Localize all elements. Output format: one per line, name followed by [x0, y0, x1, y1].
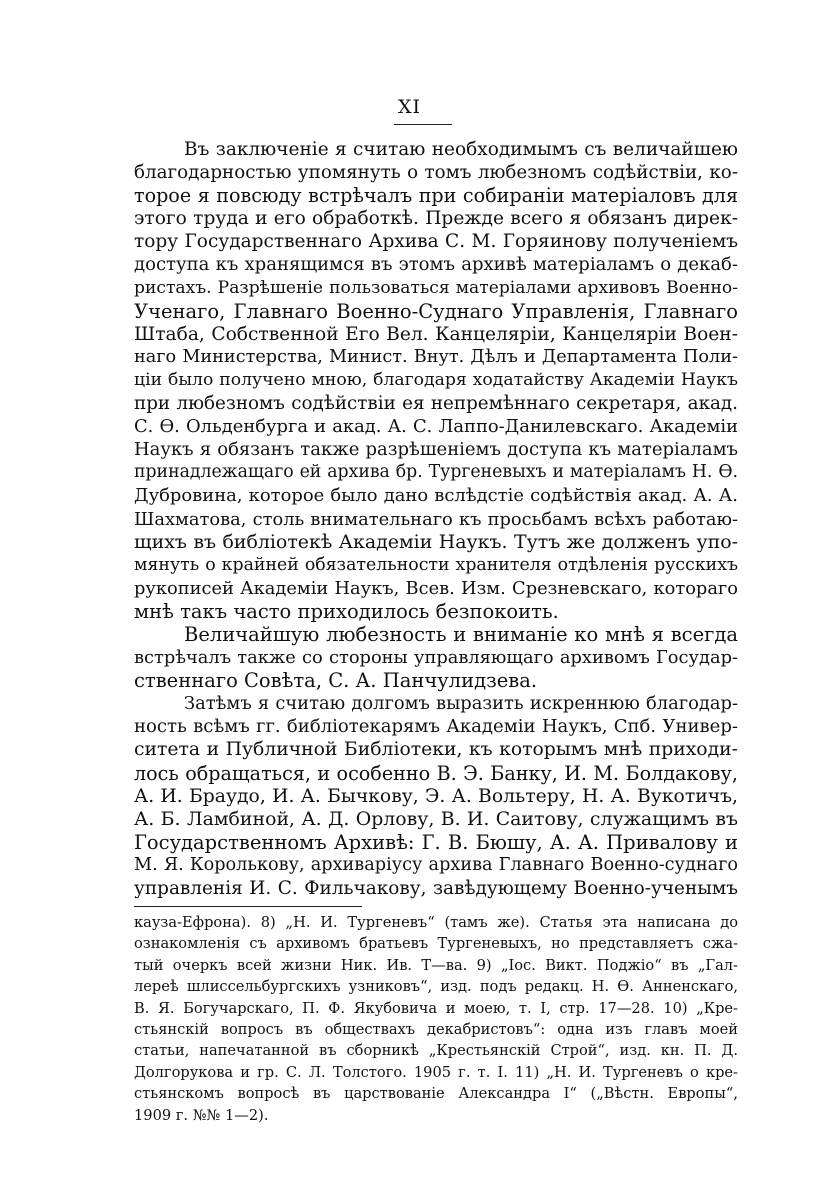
- text-line: Государственномъ Архивѣ: Г. В. Бюшу, А. А. Привалову и: [134, 830, 738, 854]
- footnote-line: В. Я. Богучарскаго, П. Ф. Якубовича и моею, т. I, стр. 17—28. 10) „Кре-: [134, 999, 738, 1017]
- text-line: Величайшую любезность и вниманіе ко мнѣ я всегда: [184, 622, 738, 646]
- text-line: Наукъ я обязанъ также разрѣшеніемъ доступа къ матеріаламъ: [134, 439, 738, 461]
- text-line: С. Ѳ. Ольденбурга и акад. А. С. Лаппо-Данилевскаго. Академіи: [134, 416, 738, 438]
- text-line: Шахматова, столь внимательнаго къ просьбамъ всѣхъ работаю-: [134, 508, 738, 530]
- footnote-line: лереѣ шлиссельбургскихъ узниковъ“, изд. подъ редакц. Н. Ѳ. Анненскаго,: [134, 978, 738, 996]
- text-line: рукописей Академіи Наукъ, Всев. Изм. Срезневскаго, котораго: [134, 577, 738, 599]
- footnote-line: кауза-Ефрона). 8) „Н. И. Тургеневъ“ (тамъ же). Статья эта написана до: [134, 914, 738, 931]
- text-line: при любезномъ содѣйствіи ея непремѣннаго секретаря, акад.: [134, 393, 738, 415]
- footnote-line: ознакомленія съ архивомъ братьевъ Тургеневыхъ, но представляетъ сжа-: [134, 935, 738, 953]
- text-line: наго Министерства, Минист. Внут. Дѣлъ и Департамента Поли-: [134, 346, 738, 367]
- text-line: Затѣмъ я считаю долгомъ выразить искреннюю благодар-: [184, 693, 738, 715]
- text-line: ность всѣмъ гг. библіотекарямъ Академіи Наукъ, Спб. Универ-: [134, 716, 738, 738]
- footnote-line: стьянскій вопросъ въ обществахъ декабристовъ“: одна изъ главъ моей: [134, 1021, 738, 1039]
- text-line: мянуть о крайней обязательности хранителя отдѣленія русскихъ: [134, 554, 738, 575]
- main-text: [134, 138, 738, 900]
- text-line: торое я повсюду встрѣчалъ при собираніи матеріаловъ для: [134, 184, 738, 208]
- text-line: ственнаго Совѣта, С. А. Панчулидзева.: [134, 669, 538, 693]
- text-line: благодарностью упомянуть о томъ любезномъ содѣйствіи, ко-: [134, 162, 738, 184]
- text-line: Ученаго, Главнаго Военно-Суднаго Управленія, Главнаго: [134, 299, 738, 323]
- text-line: Дубровина, которое было дано вслѣдстіе содѣйствія акад. А. А.: [134, 485, 738, 507]
- footnote-line: Долгорукова и гр. С. Л. Толстого. 1905 г. т. I. 11) „Н. И. Тургеневъ о кре-: [134, 1063, 738, 1081]
- text-line: принадлежащаго ей архива бр. Тургеневыхъ и матеріаламъ Н. Ѳ.: [134, 462, 738, 483]
- text-line: М. Я. Королькову, архиваріусу архива Главнаго Военно-суднаго: [134, 854, 738, 875]
- footnote: [134, 912, 738, 1126]
- text-line: Въ заключеніе я считаю необходимымъ съ величайшею: [184, 139, 738, 160]
- text-line: встрѣчалъ также со стороны управляющаго архивомъ Государ-: [134, 647, 738, 669]
- text-line: А. И. Браудо, И. А. Бычкову, Э. А. Вольтеру, Н. А. Вукотичъ,: [134, 785, 738, 807]
- footnote-line: статьи, напечатанной въ сборникѣ „Крестьянскій Строй“, изд. кн. П. Д.: [134, 1042, 738, 1060]
- footnote-line: тый очеркъ всей жизни Ник. Ив. Т—ва. 9) „Іос. Викт. Поджіо“ въ „Гал-: [134, 956, 738, 974]
- text-line: ристахъ. Разрѣшеніе пользоваться матеріалами архивовъ Военно-: [134, 277, 738, 298]
- footnote-line: стьянскомъ вопросѣ въ царствованіе Александра I“ („Вѣстн. Европы“,: [134, 1085, 738, 1103]
- text-line: А. Б. Ламбиной, А. Д. Орлову, В. И. Саитову, служащимъ въ: [134, 807, 738, 830]
- page-number: XI: [398, 96, 422, 118]
- text-line: этого труда и его обработкѣ. Прежде всего я обязанъ дирек-: [134, 208, 738, 230]
- text-line: лось обращаться, и особенно В. Э. Банку, И. М. Болдакову,: [134, 761, 738, 785]
- header-rule: [394, 124, 452, 125]
- text-line: ціи было получено мною, благодаря ходатайству Академіи Наукъ: [134, 369, 738, 390]
- text-line: управленія И. С. Фильчакову, завѣдующему Военно-ученымъ: [134, 878, 738, 899]
- footnote-rule: [134, 906, 362, 907]
- text-line: мнѣ такъ часто приходилось безпокоить.: [134, 599, 559, 623]
- text-line: тору Государственнаго Архива С. М. Горяинову полученіемъ: [134, 231, 738, 253]
- text-line: доступа къ хранящимся въ этомъ архивѣ матеріаламъ о декаб-: [134, 254, 738, 276]
- text-line: ситета и Публичной Библіотеки, къ которымъ мнѣ приходи-: [134, 739, 738, 761]
- footnote-line: 1909 г. №№ 1—2).: [134, 1106, 269, 1124]
- text-line: щихъ въ библіотекѣ Академіи Наукъ. Тутъ же долженъ упо-: [134, 530, 738, 553]
- text-line: Штаба, Собственной Его Вел. Канцеляріи, Канцеляріи Воен-: [134, 323, 738, 345]
